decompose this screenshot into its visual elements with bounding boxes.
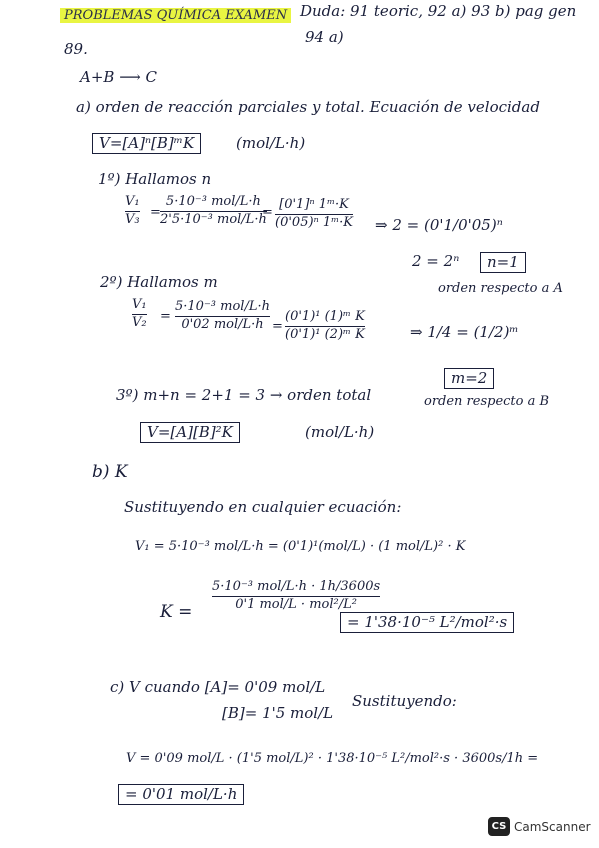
step2-result: ⇒ 1/4 = (1/2)ᵐ <box>410 323 519 341</box>
k-denominator: 0'1 mol/L · mol²/L² <box>235 596 357 612</box>
step1-ratio1-num: 5·10⁻³ mol/L·h <box>165 194 261 209</box>
camscanner-logo-icon: CS <box>488 817 510 836</box>
order-b-note: orden respecto a B <box>424 394 550 409</box>
part-a-heading: a) orden de reacción parciales y total. Ecuación de velocidad <box>76 98 540 116</box>
rate-units: (mol/L·h) <box>236 134 306 152</box>
step2-ratio1 <box>175 300 270 333</box>
part-c-heading: c) V cuando [A]= 0'09 mol/L <box>110 678 326 696</box>
step2-ratio2-den: (0'1)¹ (2)ᵐ K <box>285 326 365 342</box>
doubt-note-cont: 94 a) <box>305 28 344 46</box>
part-b-heading: b) K <box>92 462 128 482</box>
step2-ratio1-den: 0'02 mol/L·h <box>181 316 264 332</box>
k-fraction <box>212 580 380 613</box>
n-answer-box: n=1 <box>480 252 526 273</box>
part-c-b-conc: [B]= 1'5 mol/L <box>222 704 334 722</box>
doubt-note: Duda: 91 teoric, 92 a) 93 b) pag gen <box>300 2 577 20</box>
step1-ratio2 <box>275 198 353 231</box>
step1-title: 1º) Hallamos n <box>98 170 212 188</box>
rate-law-box: V=[A]ⁿ[B]ᵐK <box>92 133 201 154</box>
camscanner-brand: CamScanner <box>514 820 591 834</box>
k-label: K = <box>160 602 193 622</box>
final-rate-units: (mol/L·h) <box>305 423 375 441</box>
step1-ratio2-den: (0'05)ⁿ 1ᵐ·K <box>275 214 354 230</box>
k-result-box: = 1'38·10⁻⁵ L²/mol²·s <box>340 612 514 633</box>
order-a-note: orden respecto a A <box>438 281 563 296</box>
step2-ratio2-num: (0'1)¹ (1)ᵐ K <box>285 309 365 324</box>
k-numerator: 5·10⁻³ mol/L·h · 1h/3600s <box>212 579 381 594</box>
final-answer-box: = 0'01 mol/L·h <box>118 784 244 805</box>
final-rate-law-box: V=[A][B]²K <box>140 422 240 443</box>
step2-title: 2º) Hallamos m <box>100 273 218 291</box>
step1-ratio1-den: 2'5·10⁻³ mol/L·h <box>160 211 267 227</box>
step2-ratio2 <box>285 310 365 343</box>
step1-result: ⇒ 2 = (0'1/0'05)ⁿ <box>375 216 503 234</box>
step1-lhs-num: V₁ <box>125 194 140 209</box>
part-b-intro: Sustituyendo en cualquier ecuación: <box>124 498 402 516</box>
problem-number: 89. <box>64 40 88 58</box>
step1-result2: 2 = 2ⁿ <box>412 252 460 270</box>
equals-sign: = <box>160 309 171 324</box>
step2-lhs-num: V₁ <box>132 297 147 312</box>
step1-lhs <box>125 195 140 228</box>
step1-ratio1 <box>160 195 267 228</box>
m-answer-box: m=2 <box>444 368 494 389</box>
equals-sign: = <box>272 319 283 334</box>
equals-sign: = <box>262 205 273 220</box>
step2-ratio1-num: 5·10⁻³ mol/L·h <box>175 299 270 314</box>
equals-sign: = <box>150 205 161 220</box>
step1-lhs-den: V₃ <box>125 211 140 227</box>
step2-lhs <box>132 298 147 331</box>
part-b-equation: V₁ = 5·10⁻³ mol/L·h = (0'1)¹(mol/L) · (1 mol/L)² · K <box>135 539 466 554</box>
step3-title: 3º) m+n = 2+1 = 3 → orden total <box>116 386 372 404</box>
part-c-aside: Sustituyendo: <box>352 692 457 710</box>
reaction-equation: A+B ⟶ C <box>80 68 157 86</box>
step1-ratio2-num: [0'1]ⁿ 1ᵐ·K <box>279 197 349 212</box>
step2-lhs-den: V₂ <box>132 314 147 330</box>
page-title: PROBLEMAS QUÍMICA EXAMEN <box>60 8 291 23</box>
part-c-equation: V = 0'09 mol/L · (1'5 mol/L)² · 1'38·10⁻⁵ L²/mol²·s · 3600s/1h = <box>126 751 539 766</box>
